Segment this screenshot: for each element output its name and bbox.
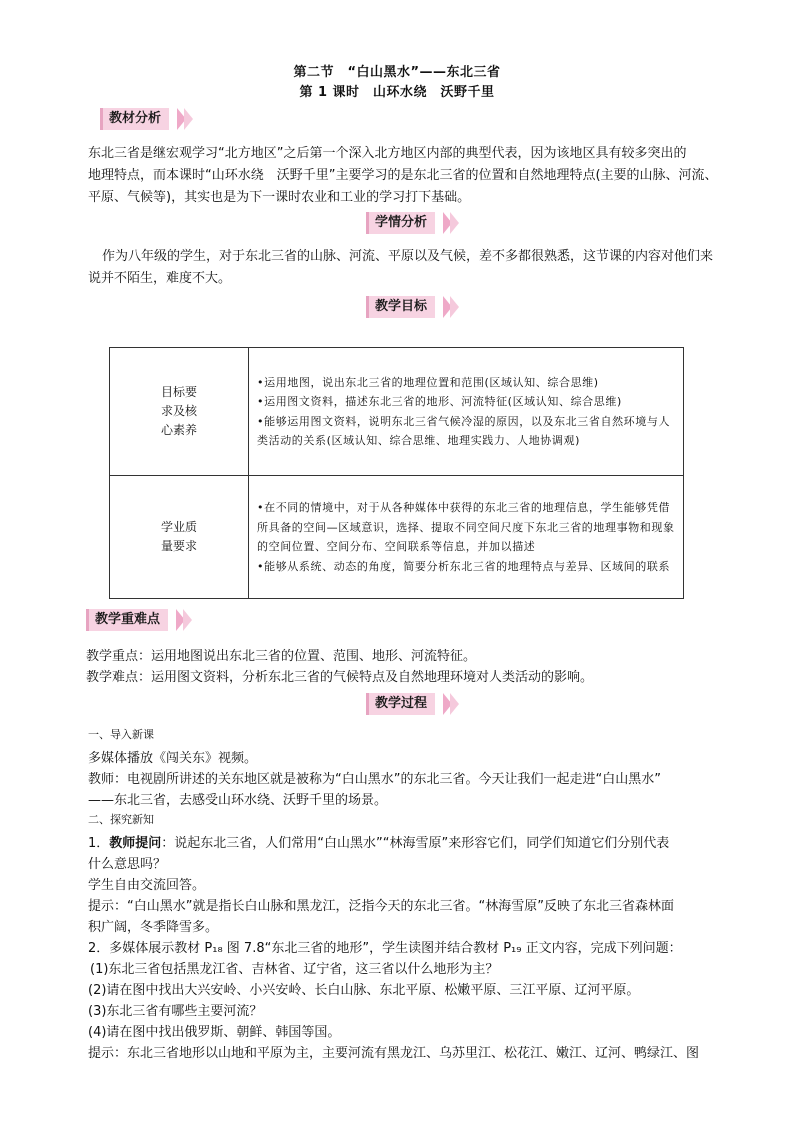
q1-hint-1: 提示：“白山黑水”就是指长白山脉和黑龙江，泛指今天的东北三省。“林海雪原”反映了东北三省森林面 — [88, 899, 674, 914]
badge-arrow-icon — [450, 693, 459, 715]
lesson-subtitle: 第 1 课时 山环水绕 沃野千里 — [299, 85, 495, 100]
analysis-line-1: 东北三省是继宏观学习“北方地区”之后第一个深入北方地区内部的典型代表，因为该地区具有较多突出的 — [88, 146, 687, 161]
goals-row — [110, 348, 684, 476]
analysis-line-3: 平原、气候等)，其实也是为下一课时农业和工业的学习打下基础。 — [88, 190, 471, 205]
goals-row-content — [249, 348, 684, 476]
badge-arrow-icon — [450, 212, 459, 234]
goals-row-label: 学业质 量要求 — [110, 476, 249, 599]
heading-keypoints: 教学重难点 — [86, 609, 168, 631]
goals-row-label: 目标要 求及核 心素养 — [110, 348, 249, 476]
q1-hint-2: 积广阔，冬季降雪多。 — [88, 920, 219, 935]
intro-heading: 一、导入新课 — [88, 728, 154, 741]
goal-item: •运用地图，说出东北三省的地理位置和范围(区域认知、综合思维) — [257, 375, 599, 389]
q2-hint: 提示：东北三省地形以山地和平原为主，主要河流有黑龙江、乌苏里江、松花江、嫩江、辽河、鸭绿江、图 — [88, 1046, 700, 1061]
keypoint-line-2: 教学难点：运用图文资料，分析东北三省的气候特点及自然地理环境对人类活动的影响。 — [86, 670, 594, 685]
badge-arrow-icon — [183, 609, 192, 631]
intro-line-1: 多媒体播放《闯关东》视频。 — [88, 751, 258, 766]
goals-row-content — [249, 476, 684, 599]
intro-line-3: ——东北三省，去感受山环水绕、沃野千里的场景。 — [88, 793, 388, 808]
section-title: 第二节 “白山黑水”——东北三省 — [293, 65, 501, 80]
q1-answer: 学生自由交流回答。 — [88, 878, 206, 893]
q2-item: (3)东北三省有哪些主要河流？ — [88, 1004, 263, 1019]
q2-item: (1)东北三省包括黑龙江省、吉林省、辽宁省，这三省以什么地形为主？ — [90, 962, 499, 977]
intro-line-2: 教师：电视剧所讲述的关东地区就是被称为“白山黑水”的东北三省。今天让我们一起走进“白山黑水” — [88, 772, 661, 787]
goals-table — [109, 347, 684, 599]
goal-item: •能够运用图文资料，说明东北三省气候冷湿的原因，以及东北三省自然环境与人类活动的关系(区域认知、综合思维、地理实践力、人地协调观) — [257, 414, 671, 447]
q2-item: (2)请在图中找出大兴安岭、小兴安岭、长白山脉、东北平原、松嫩平原、三江平原、辽河平原。 — [88, 983, 640, 998]
badge-arrow-icon — [184, 108, 193, 130]
keypoint-line-1: 教学重点：运用地图说出东北三省的位置、范围、地形、河流特征。 — [86, 649, 477, 664]
heading-process: 教学过程 — [366, 693, 435, 715]
badge-arrow-icon — [450, 296, 459, 318]
goal-item: •在不同的情境中，对于从各种媒体中获得的东北三省的地理信息，学生能够凭借所具备的空间—区域意识，选择、提取不同空间尺度下东北三省的地理事物和现象的空间位置、空间分布、空间联系等信息，并加以描述 — [257, 501, 675, 553]
analysis-line-2: 地理特点，而本课时“山环水绕 沃野千里”主要学习的是东北三省的位置和自然地理特点(主要的山脉、河流、 — [88, 168, 718, 183]
q1-line-1: 1．教师提问：说起东北三省，人们常用“白山黑水”“林海雪原”来形容它们，同学们知道它们分别代表 — [88, 836, 670, 851]
goal-item: •能够从系统、动态的角度，简要分析东北三省的地理特点与差异、区域间的联系 — [257, 559, 671, 573]
q1-line-2: 什么意思吗？ — [88, 857, 167, 872]
q2-item: (4)请在图中找出俄罗斯、朝鲜、韩国等国。 — [88, 1025, 341, 1040]
q2-line: 2．多媒体展示教材 P₁₈ 图 7.8“东北三省的地形”，学生读图并结合教材 P₁₉ 正文内容，完成下列问题： — [88, 941, 682, 956]
heading-analysis: 教材分析 — [100, 108, 169, 130]
goal-item: •运用图文资料，描述东北三省的地形、河流特征(区域认知、综合思维) — [257, 395, 622, 408]
heading-learners: 学情分析 — [366, 212, 435, 234]
heading-goals: 教学目标 — [366, 296, 435, 318]
explore-heading: 二、探究新知 — [88, 813, 154, 826]
q1-bold-label: 教师提问 — [109, 836, 162, 851]
learners-line-1: 作为八年级的学生，对于东北三省的山脉、河流、平原以及气候，差不多都很熟悉，这节课的内容对他们来 — [102, 249, 714, 264]
learners-line-2: 说并不陌生，难度不大。 — [88, 271, 232, 286]
goals-row — [110, 476, 684, 599]
